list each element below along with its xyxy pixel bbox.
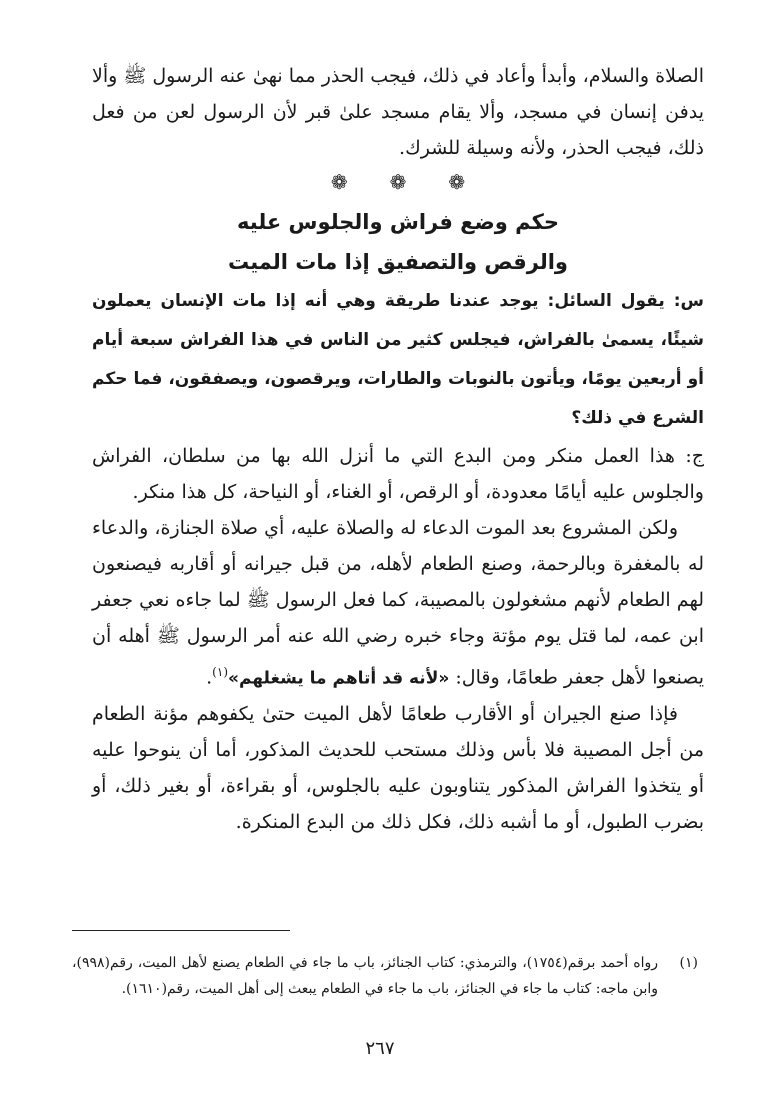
heading-line-1: حكم وضع فراش والجلوس عليه	[237, 210, 559, 234]
page-content	[92, 58, 704, 840]
answer-paragraph-1: ج: هذا العمل منكر ومن البدع التي ما أنزل الله بها من سلطان، الفراش والجلوس عليه أيامًا معدودة، أو الرقص، أو الغناء، أو النياحة، كل هذا منكر.	[92, 445, 704, 503]
footnote-reference: (١)	[212, 665, 228, 679]
footnote-number: (١)	[679, 955, 698, 971]
question-paragraph: س: يقول السائل: يوجد عندنا طريقة وهي أنه إذا مات الإنسان يعملون شيئًا، يسمىٰ بالفراش، فيجلس كثير من الناس في هذا الفراش سبعة أيام أو أربعين يومًا، ويأتون بالنوبات والطارات، ويرقصون، ويصفقون، فما حكم الشرع في ذلك؟	[92, 291, 704, 428]
paragraph-end-mark: .	[206, 666, 213, 689]
star-ornament-icon: ❁	[448, 170, 466, 194]
answer-paragraph-3: فإذا صنع الجيران أو الأقارب طعامًا لأهل الميت حتىٰ يكفوهم مؤنة الطعام من أجل المصيبة فلا بأس وذلك مستحب للحديث المذكور، أما أن ينوحوا عليه أو يتخذوا الفراش المذكور يتناوبون عليه بالجلوس، أو بقراءة، أو بغير ذلك، أو بضرب الطبول، أو ما أشبه ذلك، فكل ذلك من البدع المنكرة.	[92, 703, 704, 834]
footnote-divider	[72, 930, 290, 931]
heading-line-2: والرقص والتصفيق إذا مات الميت	[228, 250, 568, 274]
intro-paragraph: الصلاة والسلام، وأبدأ وأعاد في ذلك، فيجب الحذر مما نهىٰ عنه الرسول ﷺ وألا يدفن إنسان في مسجد، وألا يقام مسجد علىٰ قبر لأن الرسول لعن من فعل ذلك، فيجب الحذر، ولأنه وسيلة للشرك.	[92, 65, 704, 159]
hadith-quote: «لأنه قد أتاهم ما يشغلهم»	[228, 668, 450, 689]
footnote	[72, 950, 698, 1002]
answer-paragraph-2	[92, 510, 704, 696]
answer-paragraph-2-text: ولكن المشروع بعد الموت الدعاء له والصلاة عليه، أي صلاة الجنازة، والدعاء له بالمغفرة وبالرحمة، وصنع الطعام لأهله، من قبل جيرانه أو أقاربه فيصنعون لهم الطعام لأنهم مشغولون بالمصيبة، كما فعل الرسول ﷺ لما جاءه نعي جعفر ابن عمه، لما قتل يوم مؤتة وجاء خبره رضي الله عنه أمر الرسول ﷺ أهله أن يصنعوا لأهل جعفر طعامًا، وقال:	[92, 517, 704, 689]
footnote-text: رواه أحمد برقم(١٧٥٤)، والترمذي: كتاب الجنائز، باب ما جاء في الطعام يصنع لأهل الميت، رقم(٩٩٨)، وابن ماجه: كتاب ما جاء في الجنائز، باب ما جاء في الطعام يبعث إلى أهل الميت، رقم(١٦١٠).	[72, 955, 658, 997]
footnote-row	[72, 950, 698, 1002]
section-heading	[92, 202, 704, 282]
page-number: ٢٦٧	[365, 1038, 395, 1059]
star-ornament-icon: ❁	[330, 170, 348, 194]
star-ornament-icon: ❁	[389, 170, 407, 194]
section-separator	[92, 162, 704, 202]
